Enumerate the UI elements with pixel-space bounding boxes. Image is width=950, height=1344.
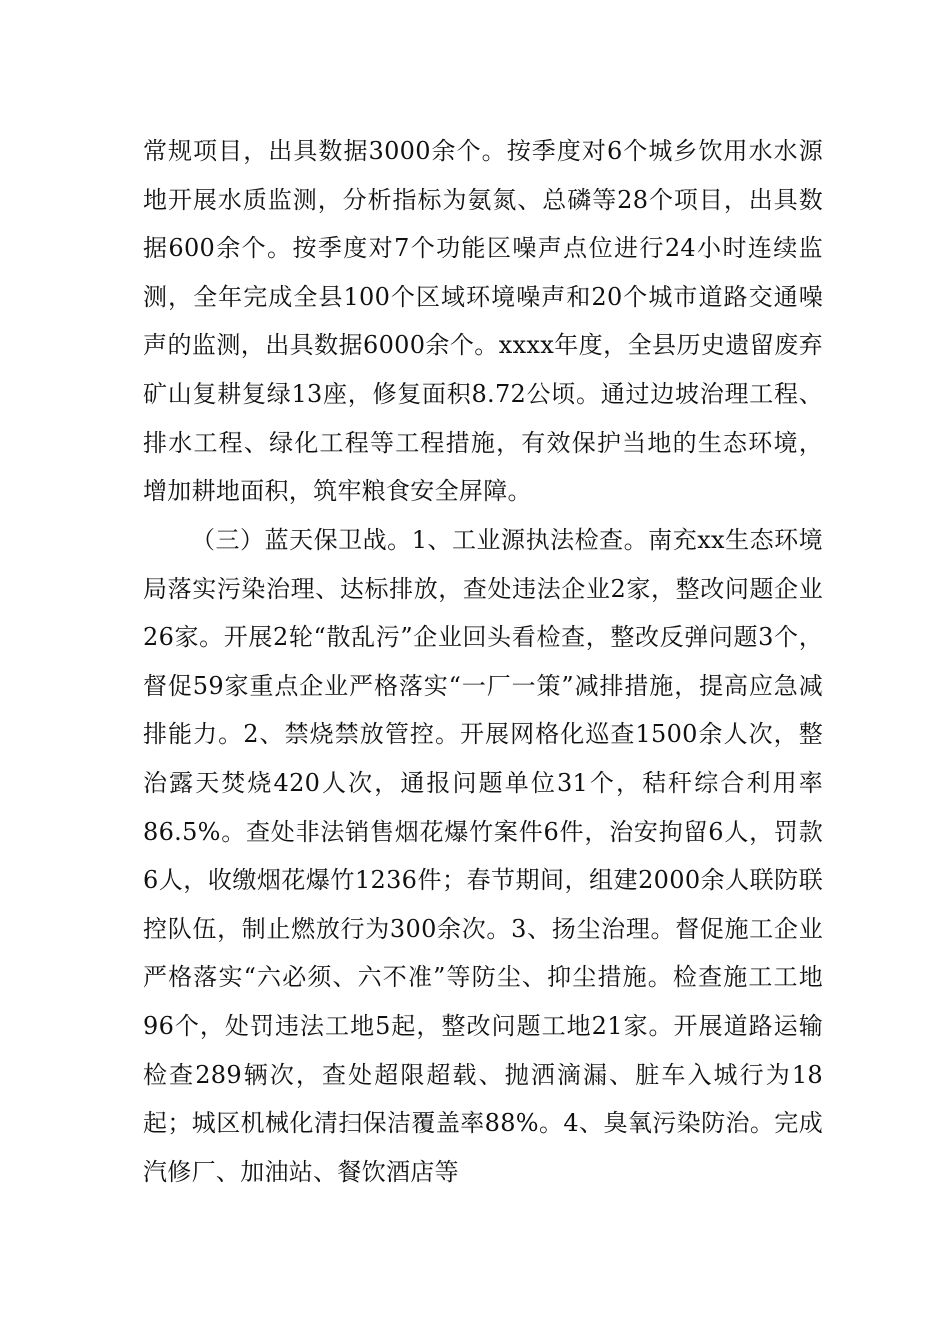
body-paragraph-monitoring: 常规项目，出具数据3000余个。按季度对6个城乡饮用水水源地开展水质监测，分析指标为氨氮、总磷等28个项目，出具数据600余个。按季度对7个功能区噪声点位进行24小时连续监测，全年完成全县100个区域环境噪声和20个城市道路交通噪声的监测，出具数据6000余个。xxxx年度，全县历史遗留废弃矿山复耕复绿13座，修复面积8.72公顷。通过边坡治理工程、排水工程、绿化工程等工程措施，有效保护当地的生态环境，增加耕地面积，筑牢粮食安全屏障。 xyxy=(143,137,823,506)
body-paragraph-blue-sky: （三）蓝天保卫战。1、工业源执法检查。南充xx生态环境局落实污染治理、达标排放，查处违法企业2家，整改问题企业26家。开展2轮“散乱污”企业回头看检查，整改反弹问题3个，督促59家重点企业严格落实“一厂一策”减排措施，提高应急减排能力。2、禁烧禁放管控。开展网格化巡查1500余人次，整治露天焚烧420人次，通报问题单位31个，秸秆综合利用率86.5%。查处非法销售烟花爆竹案件6件，治安拘留6人，罚款6人，收缴烟花爆竹1236件；春节期间，组建2000余人联防联控队伍，制止燃放行为300余次。3、扬尘治理。督促施工企业严格落实“六必须、六不准”等防尘、抑尘措施。检查施工工地96个，处罚违法工地5起，整改问题工地21家。开展道路运输检查289辆次，查处超限超载、抛洒滴漏、脏车入城行为18起；城区机械化清扫保洁覆盖率88%。4、臭氧污染防治。完成汽修厂、加油站、餐饮酒店等 xyxy=(143,526,823,1186)
